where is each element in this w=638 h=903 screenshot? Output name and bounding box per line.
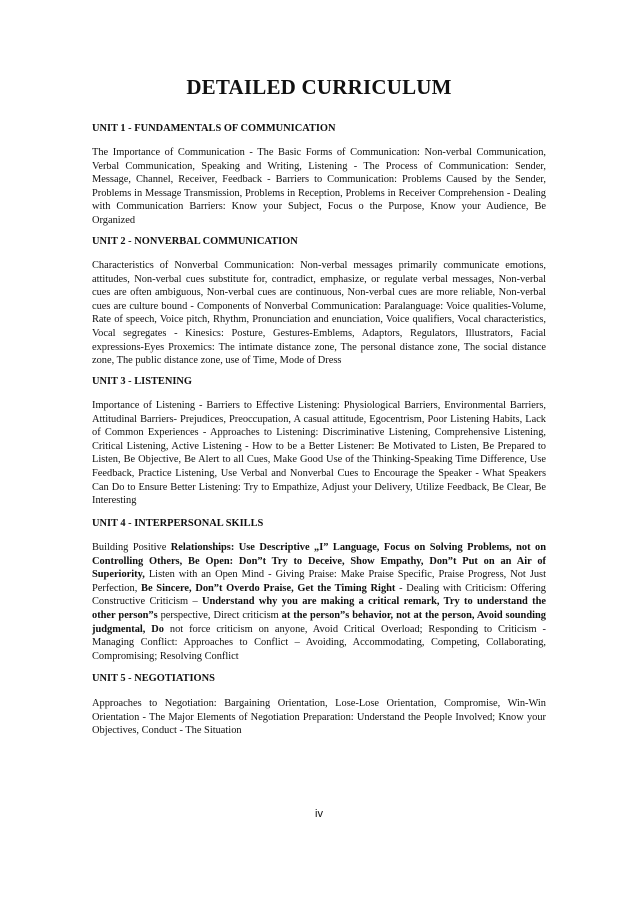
unit-5-heading: UNIT 5 - NEGOTIATIONS — [92, 673, 215, 684]
unit-2-body: Characteristics of Nonverbal Communication: Non-verbal messages primarily communicate emotions, attitudes, Non-verbal cues substitute for, contradict, emphasize, or regulate verbal messages, Non-verbal cues are often ambiguous, Non-verbal cues are continuous, Non-verbal cues are more reliable, Non-verbal cues are culture bound - Components of Nonverbal Communication: Paralanguage: Voice qualities-Volume, Rate of speech, Voice pitch, Rhythm, Pronunciation and enunciation, Voice qualifiers, Vocal characteristics, Vocal segregates - Kinesics: Posture, Gestures-Emblems, Adaptors, Regulators, Illustrators, Facial expressions-Eyes Proxemics: The intimate distance zone, The personal distance zone, The social distance zone, The public distance zone, use of Time, Mode of Dress — [92, 260, 546, 367]
page-number: iv — [315, 808, 323, 820]
unit-1-heading: UNIT 1 - FUNDAMENTALS OF COMMUNICATION — [92, 123, 336, 134]
unit-4-segment-bold: Be Sincere, Don”t Overdo Praise, Get the Timing Right — [141, 582, 396, 594]
unit-4-segment: Listen with an Open Mind - Giving Praise: Make Praise Specific, Praise Progress, Not Just Perfection, — [92, 569, 546, 594]
unit-4-segment: perspective, Direct criticism — [157, 609, 282, 621]
unit-1-body: The Importance of Communication - The Basic Forms of Communication: Non-verbal Communication, Verbal Communication, Speaking and Writing, Listening - The Process of Communication: Sender, Message, Channel, Receiver, Feedback - Barriers to Communication: Problems Caused by the Sender, Problems in Message Transmission, Problems in Reception, Problems in Receiver Comprehension - Dealing with Communication Barriers: Know your Subject, Focus o the Purpose, Know your Audience, Be Organized — [92, 147, 546, 226]
unit-4-segment-bold: at the person”s behavior, not at the person, Avoid sounding judgmental, Do — [92, 609, 546, 635]
page-title: DETAILED CURRICULUM — [186, 75, 452, 99]
unit-3-body: Importance of Listening - Barriers to Effective Listening: Physiological Barriers, Environmental Barriers, Attitudinal Barriers- Prejudices, Preoccupation, A casual attitude, Egocentrism, Poor Listening Habits, Lack of Common Experiences - Approaches to Listening: Discriminative Listening, Comprehensive Listening, Critical Listening, Active Listening - How to be a Better Listener: Be Motivated to Listen, Be Prepared to Listen, Be Objective, Be Alert to all Cues, Make Good Use of the Thinking-Speaking Time Difference, Use Feedback, Practice Listening, Use Verbal and Nonverbal Cues to Encourage the Speaker - What Speakers Can Do to Ensure Better Listening: Try to Empathize, Adjust your Delivery, Utilize Feedback, Be Clear, Be Interesting — [92, 400, 546, 507]
unit-4-segment: - Dealing with Criticism: Offering Constructive Criticism – — [92, 582, 546, 608]
unit-5-body: Approaches to Negotiation: Bargaining Orientation, Lose-Lose Orientation, Compromise, Win-Win Orientation - The Major Elements of Negotiation Preparation: Understand the People Involved; Know your Objectives, Conduct - The Situation — [92, 698, 546, 737]
unit-4-segment-bold: Relationships: Use Descriptive „I” Language, Focus on Solving Problems, not on Controlling Others, Be Open: Don”t Try to Deceive, Show Empathy, Don”t Put on an Air of Superiority, — [92, 542, 546, 581]
unit-4-segment: Building Positive — [92, 542, 171, 553]
unit-4-segment-bold: Understand why you are making a critical remark, Try to understand the other person”s — [92, 596, 546, 621]
unit-4-heading: UNIT 4 - INTERPERSONAL SKILLS — [92, 518, 264, 529]
unit-4-body — [92, 541, 546, 663]
unit-4-segment: not force criticism on anyone, Avoid Critical Overload; Responding to Criticism - Managing Conflict: Approaches to Conflict – Avoiding, Accommodating, Competing, Collaborating, Compromising; Resolving Conflict — [92, 623, 546, 662]
unit-2-heading: UNIT 2 - NONVERBAL COMMUNICATION — [92, 236, 298, 247]
unit-3-heading: UNIT 3 - LISTENING — [92, 376, 192, 387]
